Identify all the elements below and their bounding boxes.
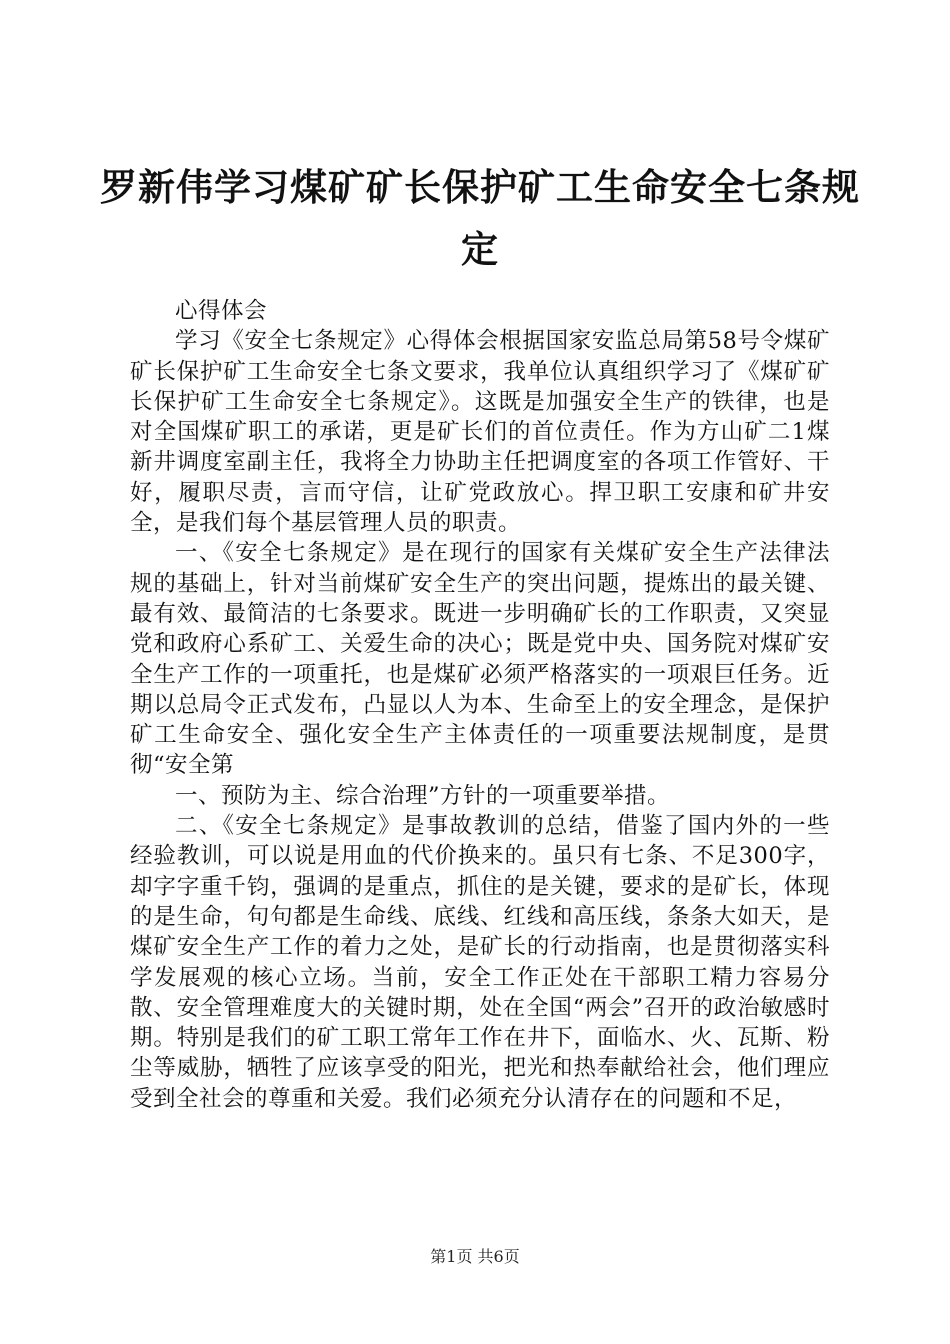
page-footer: 第1页 共6页 — [430, 1247, 520, 1266]
document-body — [130, 296, 830, 1114]
paragraph-point-one: 一、《安全七条规定》是在现行的国家有关煤矿安全生产法律法规的基础上，针对当前煤矿安全生产的突出问题，提炼出的最关键、最有效、最简洁的七条要求。既进一步明确矿长的工作职责，又突显党和政府心系矿工、关爱生命的决心；既是党中央、国务院对煤矿安全生产工作的一项重托，也是煤矿必须严格落实的一项艰巨任务。近期以总局令正式发布，凸显以人为本、生命至上的安全理念，是保护矿工生命安全、强化安全生产主体责任的一项重要法规制度，是贯彻“安全第 — [130, 540, 830, 779]
paragraph-intro: 学习《安全七条规定》心得体会根据国家安监总局第58号令煤矿矿长保护矿工生命安全七条文要求，我单位认真组织学习了《煤矿矿长保护矿工生命安全七条规定》。这既是加强安全生产的铁律，也是对全国煤矿职工的承诺，更是矿长们的首位责任。作为方山矿二1煤新井调度室副主任，我将全力协助主任把调度室的各项工作管好、干好，履职尽责，言而守信，让矿党政放心。捍卫职工安康和矿井安全，是我们每个基层管理人员的职责。 — [130, 328, 830, 537]
paragraph-point-one-continued: 一、预防为主、综合治理”方针的一项重要举措。 — [175, 782, 671, 809]
paragraph-point-two: 二、《安全七条规定》是事故教训的总结，借鉴了国内外的一些经验教训，可以说是用血的代价换来的。虽只有七条、不足300字，却字字重千钧，强调的是重点，抓住的是关键，要求的是矿长，体现的是生命，句句都是生命线、底线、红线和高压线，条条大如天，是煤矿安全生产工作的着力之处，是矿长的行动指南，也是贯彻落实科学发展观的核心立场。当前，安全工作正处在干部职工精力容易分散、安全管理难度大的关键时期，处在全国“两会”召开的政治敏感时期。特别是我们的矿工职工常年工作在井下，面临水、火、瓦斯、粉尘等威胁，牺牲了应该享受的阳光，把光和热奉献给社会，他们理应受到全社会的尊重和关爱。我们必须充分认清存在的问题和不足， — [130, 813, 830, 1112]
paragraph-subtitle: 心得体会 — [175, 298, 268, 324]
document-title: 罗新伟学习煤矿矿长保护矿工生命安全七条规定 — [100, 165, 860, 271]
